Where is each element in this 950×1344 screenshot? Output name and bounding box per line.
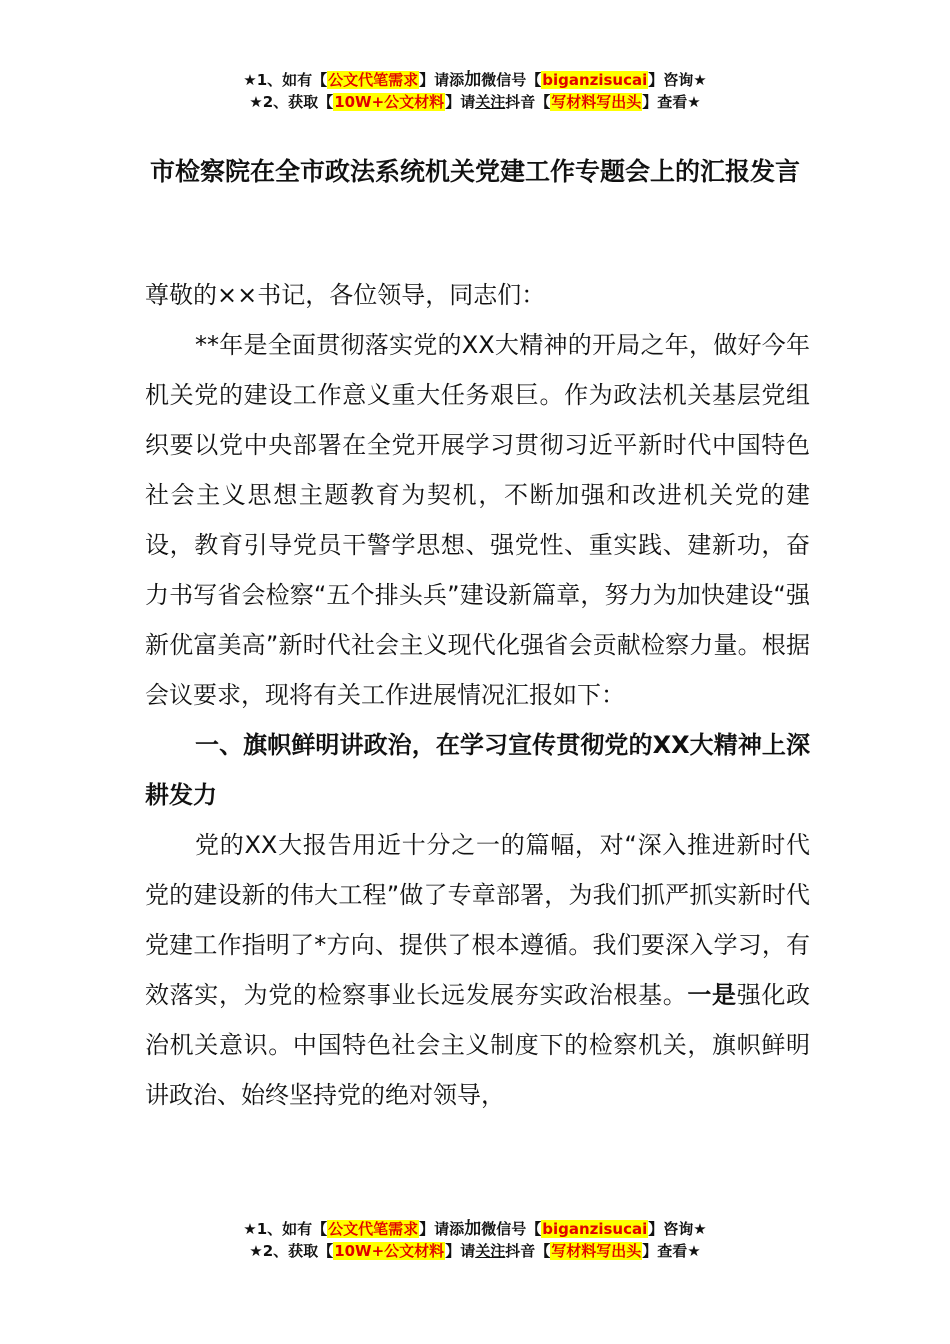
highlight-service: 公文代笔需求 bbox=[328, 1220, 419, 1238]
highlight-materials: 10W+公文材料 bbox=[334, 93, 445, 111]
document-title: 市检察院在全市政法系统机关党建工作专题会上的汇报发言 bbox=[149, 157, 800, 186]
banner-line-1: ★1、如有【公文代笔需求】请添加微信号【biganzisucai】咨询★ bbox=[243, 70, 707, 90]
salutation: 尊敬的××书记，各位领导，同志们： bbox=[145, 281, 546, 309]
document-body bbox=[145, 270, 810, 1120]
banner-line-2: ★2、获取【10W+公文材料】请关注抖音【写材料写出头】查看★ bbox=[249, 93, 701, 111]
paragraph-intro: **年是全面贯彻落实党的XX大精神的开局之年，做好今年机关党的建设工作意义重大任务艰巨。作为政法机关基层党组织要以党中央部署在全党开展学习贯彻习近平新时代中国特色社会主义思想主题教育为契机，不断加强和改进机关党的建设，教育引导党员干警学思想、强党性、重实践、建新功，奋力书写省会检察“五个排头兵”建设新篇章，努力为加快建设“强新优富美高”新时代社会主义现代化强省会贡献检察力量。根据会议要求，现将有关工作进展情况汇报如下： bbox=[145, 331, 810, 709]
highlight-wechat-id: biganzisucai bbox=[542, 1220, 648, 1238]
highlight-douyin-account: 写材料写出头 bbox=[551, 93, 642, 111]
section-heading-1: 一、旗帜鲜明讲政治，在学习宣传贯彻党的XX大精神上深耕发力 bbox=[145, 731, 810, 809]
highlight-service: 公文代笔需求 bbox=[328, 71, 419, 89]
banner-line-1: ★1、如有【公文代笔需求】请添加微信号【biganzisucai】咨询★ bbox=[243, 1219, 707, 1239]
highlight-douyin-account: 写材料写出头 bbox=[551, 1242, 642, 1260]
highlight-materials: 10W+公文材料 bbox=[334, 1242, 445, 1260]
banner-line-2: ★2、获取【10W+公文材料】请关注抖音【写材料写出头】查看★ bbox=[249, 1242, 701, 1260]
bottom-banner bbox=[0, 1218, 950, 1262]
paragraph-section-1: 党的XX大报告用近十分之一的篇幅，对“深入推进新时代党的建设新的伟大工程”做了专章部署，为我们抓严抓实新时代党建工作指明了*方向、提供了根本遵循。我们要深入学习，有效落实，为党的检察事业长远发展夯实政治根基。一是强化政治机关意识。中国特色社会主义制度下的检察机关，旗帜鲜明讲政治、始终坚持党的绝对领导， bbox=[145, 831, 811, 1109]
highlight-wechat-id: biganzisucai bbox=[542, 71, 648, 89]
ordinal-marker: 一是 bbox=[687, 981, 737, 1009]
top-banner bbox=[0, 69, 950, 113]
